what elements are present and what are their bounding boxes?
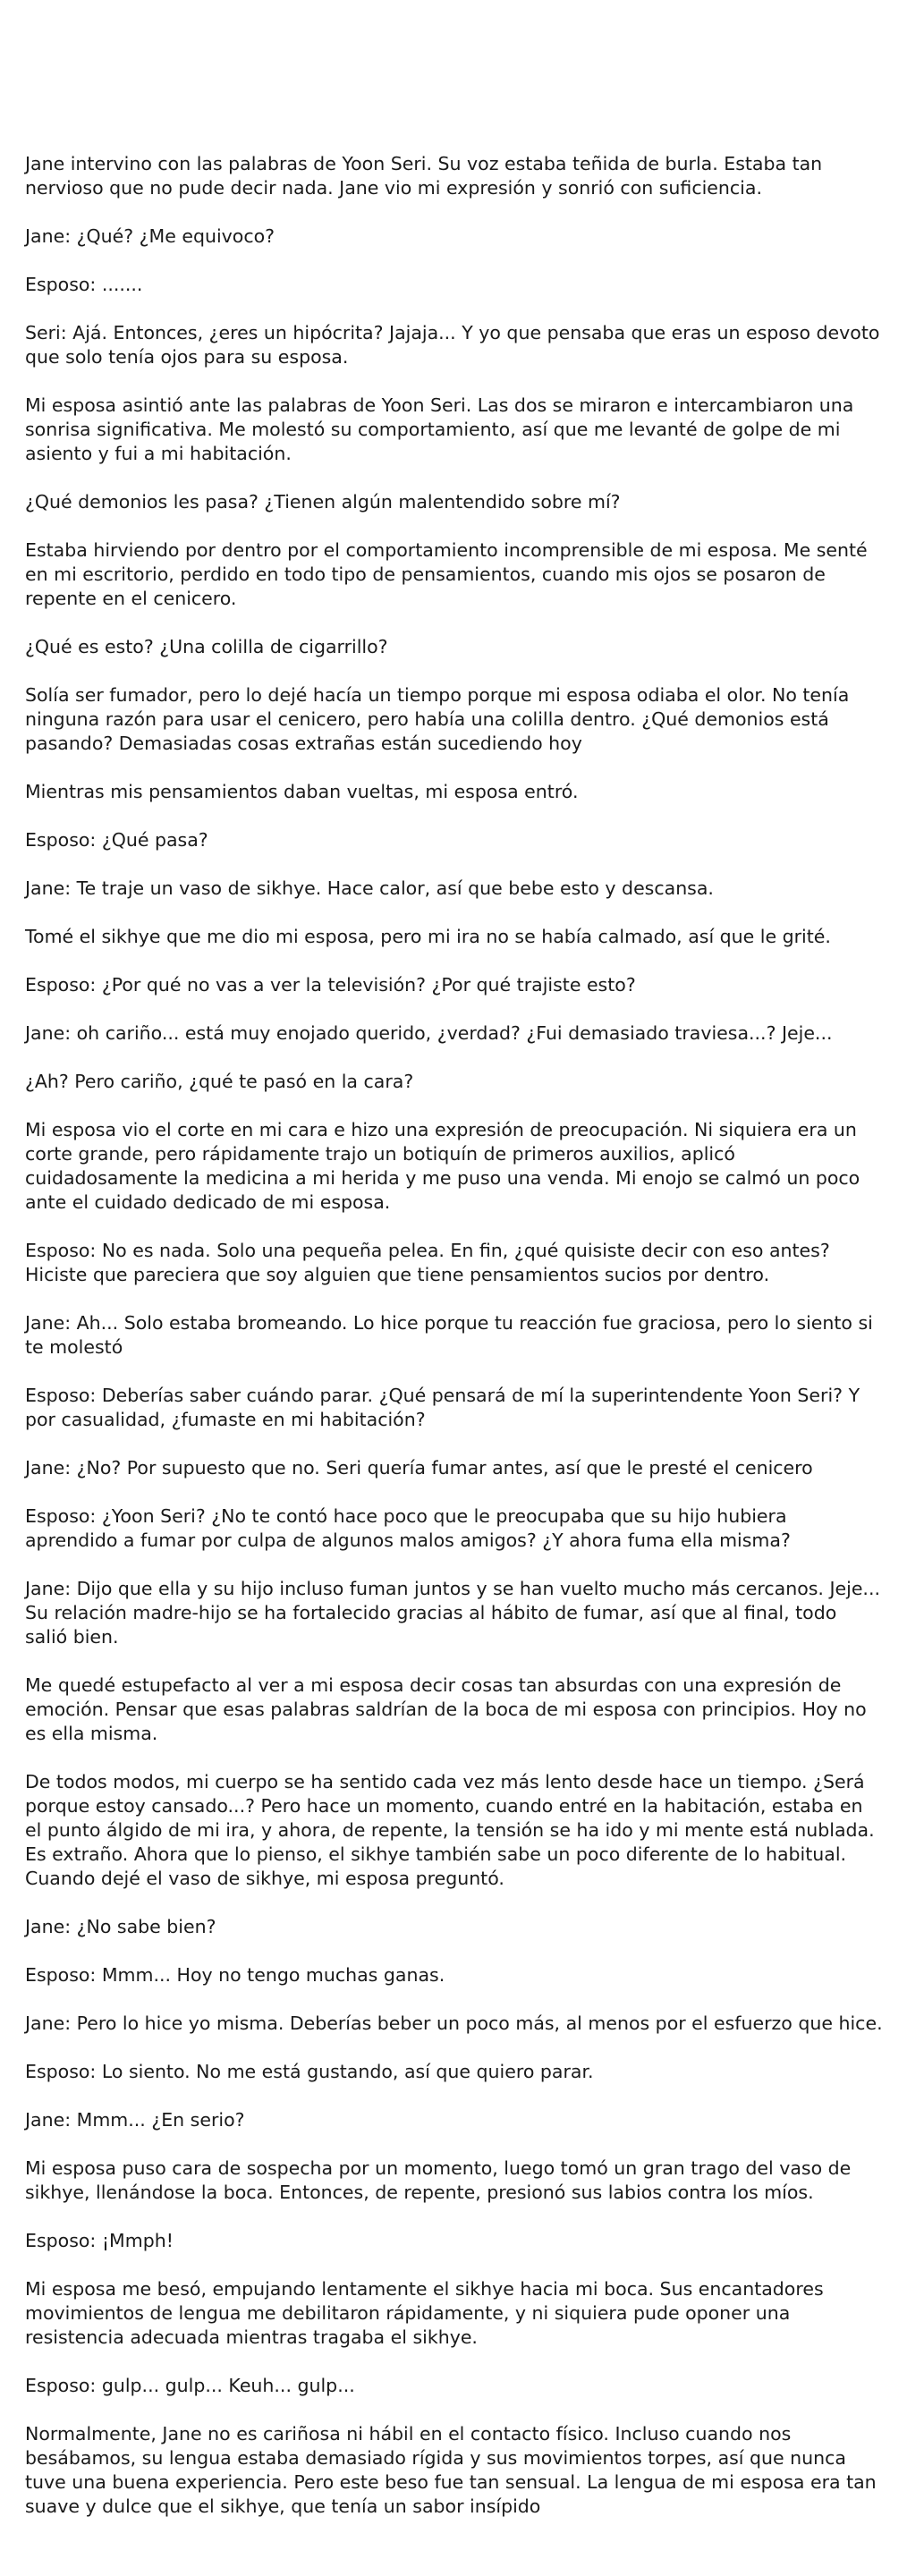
- paragraph: Seri: Ajá. Entonces, ¿eres un hipócrita? Jajaja... Y yo que pensaba que eras un esposo devoto que solo tenía ojos para su esposa.: [25, 322, 880, 368]
- paragraph: Esposo: ¿Yoon Seri? ¿No te contó hace poco que le preocupaba que su hijo hubiera aprendido a fumar por culpa de algunos malos amigos? ¿Y ahora fuma ella misma?: [25, 1505, 791, 1551]
- paragraph: Esposo: gulp... gulp... Keuh... gulp...: [25, 2375, 355, 2396]
- paragraph: Esposo: No es nada. Solo una pequeña pelea. En fin, ¿qué quisiste decir con eso antes? Hiciste que pareciera que soy alguien que tiene pensamientos sucios por dentro.: [25, 1240, 830, 1285]
- paragraph: Esposo: Deberías saber cuándo parar. ¿Qué pensará de mí la superintendente Yoon Seri? Y por casualidad, ¿fumaste en mi habitación?: [25, 1385, 860, 1430]
- paragraph: Esposo: Lo siento. No me está gustando, así que quiero parar.: [25, 2061, 594, 2082]
- paragraph: Mi esposa vio el corte en mi cara e hizo una expresión de preocupación. Ni siquiera era un corte grande, pero rápidamente trajo un botiquín de primeros auxilios, aplicó cuidadosamente la medicina a mi herida y me puso una venda. Mi enojo se calmó un poco ante el cuidado dedicado de mi esposa.: [25, 1119, 860, 1213]
- paragraph: Me quedé estupefacto al ver a mi esposa decir cosas tan absurdas con una expresión de emoción. Pensar que esas palabras saldrían de la boca de mi esposa con principios. Hoy no es ella misma.: [25, 1674, 867, 1744]
- paragraph: Esposo: ¿Por qué no vas a ver la televisión? ¿Por qué trajiste esto?: [25, 974, 636, 996]
- paragraph: Esposo: .......: [25, 274, 143, 295]
- paragraph: Jane: oh cariño... está muy enojado querido, ¿verdad? ¿Fui demasiado traviesa...? Jeje...: [25, 1022, 833, 1044]
- story-text: [25, 152, 884, 2543]
- paragraph: Jane: ¿Qué? ¿Me equivoco?: [25, 225, 275, 247]
- paragraph: Estaba hirviendo por dentro por el comportamiento incomprensible de mi esposa. Me senté en mi escritorio, perdido en todo tipo de pensamientos, cuando mis ojos se posaron de repente en el cenicero.: [25, 539, 868, 609]
- paragraph: Mi esposa puso cara de sospecha por un momento, luego tomó un gran trago del vaso de sikhye, llenándose la boca. Entonces, de repente, presionó sus labios contra los míos.: [25, 2157, 852, 2203]
- paragraph: Jane: Pero lo hice yo misma. Deberías beber un poco más, al menos por el esfuerzo que hice.: [25, 2012, 883, 2034]
- paragraph: Jane: ¿No sabe bien?: [25, 1916, 216, 1937]
- paragraph: Esposo: ¿Qué pasa?: [25, 829, 208, 851]
- paragraph: Tomé el sikhye que me dio mi esposa, pero mi ira no se había calmado, así que le grité.: [25, 926, 831, 947]
- paragraph: Esposo: Mmm... Hoy no tengo muchas ganas.: [25, 1964, 445, 1986]
- paragraph: Mi esposa asintió ante las palabras de Yoon Seri. Las dos se miraron e intercambiaron una sonrisa significativa. Me molestó su comportamiento, así que me levanté de golpe de mi asiento y fui a mi habitación.: [25, 394, 854, 464]
- paragraph: Solía ser fumador, pero lo dejé hacía un tiempo porque mi esposa odiaba el olor. No tenía ninguna razón para usar el cenicero, pero había una colilla dentro. ¿Qué demonios está pasando? Demasiadas cosas extrañas están sucediendo hoy: [25, 684, 850, 754]
- paragraph: Jane intervino con las palabras de Yoon Seri. Su voz estaba teñida de burla. Estaba tan nervioso que no pude decir nada. Jane vio mi expresión y sonrió con suficiencia.: [25, 153, 823, 199]
- paragraph: Esposo: ¡Mmph!: [25, 2230, 174, 2251]
- paragraph: Jane: ¿No? Por supuesto que no. Seri quería fumar antes, así que le presté el cenicero: [25, 1457, 813, 1479]
- paragraph: De todos modos, mi cuerpo se ha sentido cada vez más lento desde hace un tiempo. ¿Será porque estoy cansado...? Pero hace un momento, cuando entré en la habitación, estaba en el punto álgido de mi ira, y ahora, de repente, la tensión se ha ido y mi mente está nublada. Es extraño. Ahora que lo pienso, el sikhye también sabe un poco diferente de lo habitual. Cuando dejé el vaso de sikhye, mi esposa preguntó.: [25, 1771, 875, 1889]
- paragraph: ¿Qué es esto? ¿Una colilla de cigarrillo?: [25, 636, 388, 657]
- paragraph: Jane: Ah... Solo estaba bromeando. Lo hice porque tu reacción fue graciosa, pero lo siento si te molestó: [25, 1312, 873, 1358]
- paragraph: Jane: Dijo que ella y su hijo incluso fuman juntos y se han vuelto mucho más cercanos. Jeje... Su relación madre-hijo se ha fortalecido gracias al hábito de fumar, así que al final, todo salió bien.: [25, 1578, 880, 1648]
- paragraph: ¿Ah? Pero cariño, ¿qué te pasó en la cara?: [25, 1071, 414, 1092]
- paragraph: Mi esposa me besó, empujando lentamente el sikhye hacia mi boca. Sus encantadores movimientos de lengua me debilitaron rápidamente, y ni siquiera pude oponer una resistencia adecuada mientras tragaba el sikhye.: [25, 2278, 824, 2348]
- paragraph: Jane: Te traje un vaso de sikhye. Hace calor, así que bebe esto y descansa.: [25, 877, 714, 899]
- paragraph: Normalmente, Jane no es cariñosa ni hábil en el contacto físico. Incluso cuando nos besábamos, su lengua estaba demasiado rígida y sus movimientos torpes, así que nunca tuve una buena experiencia. Pero este beso fue tan sensual. La lengua de mi esposa era tan suave y dulce que el sikhye, que tenía un sabor insípido: [25, 2423, 877, 2517]
- paragraph: Mientras mis pensamientos daban vueltas, mi esposa entró.: [25, 781, 579, 802]
- paragraph: Jane: Mmm... ¿En serio?: [25, 2109, 245, 2131]
- paragraph: ¿Qué demonios les pasa? ¿Tienen algún malentendido sobre mí?: [25, 491, 621, 513]
